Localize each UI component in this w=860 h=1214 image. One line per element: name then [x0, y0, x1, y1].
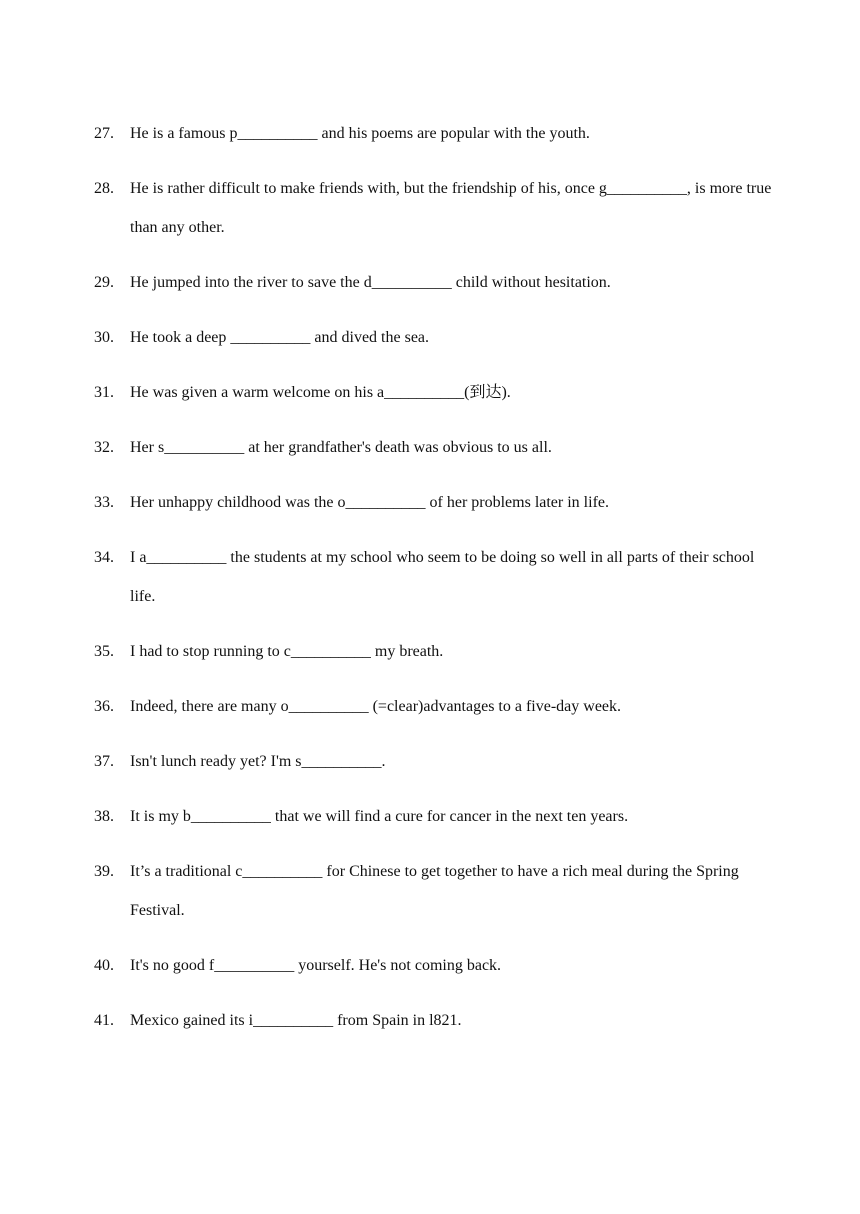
question-list: [94, 114, 774, 1056]
question-number: 40.: [94, 957, 114, 974]
question-number: 38.: [94, 808, 114, 825]
question-item: [94, 483, 774, 522]
question-text: Indeed, there are many o__________ (=clear)advantages to a five-day week.: [130, 698, 622, 715]
question-item: [94, 114, 774, 153]
question-text: He was given a warm welcome on his a__________(到达).: [130, 384, 511, 401]
question-number: 27.: [94, 125, 114, 142]
question-item: [94, 1001, 774, 1040]
question-item: [94, 946, 774, 985]
question-number: 31.: [94, 384, 114, 401]
question-text: It is my b__________ that we will find a cure for cancer in the next ten years.: [130, 808, 629, 825]
question-number: 29.: [94, 274, 114, 291]
question-item: [94, 797, 774, 836]
question-number: 36.: [94, 698, 114, 715]
question-item: [94, 538, 774, 616]
question-text: I had to stop running to c__________ my breath.: [130, 643, 444, 660]
question-item: [94, 263, 774, 302]
question-item: [94, 373, 774, 412]
question-number: 28.: [94, 180, 114, 197]
question-text: Mexico gained its i__________ from Spain in l821.: [130, 1012, 462, 1029]
question-text: Her s__________ at her grandfather's death was obvious to us all.: [130, 439, 552, 456]
question-item: [94, 169, 774, 247]
question-number: 32.: [94, 439, 114, 456]
question-text: Isn't lunch ready yet? I'm s__________.: [130, 753, 386, 770]
question-number: 35.: [94, 643, 114, 660]
question-item: [94, 632, 774, 671]
question-text: I a__________ the students at my school who seem to be doing so well in all parts of their school life.: [130, 549, 755, 605]
question-item: [94, 428, 774, 467]
question-number: 30.: [94, 329, 114, 346]
question-text: Her unhappy childhood was the o__________ of her problems later in life.: [130, 494, 609, 511]
question-number: 34.: [94, 549, 114, 566]
question-text: He is rather difficult to make friends with, but the friendship of his, once g__________, is more true than any other.: [130, 180, 772, 236]
question-number: 37.: [94, 753, 114, 770]
question-item: [94, 852, 774, 930]
question-text: He jumped into the river to save the d__________ child without hesitation.: [130, 274, 611, 291]
question-item: [94, 687, 774, 726]
question-number: 41.: [94, 1012, 114, 1029]
question-text: It’s a traditional c__________ for Chinese to get together to have a rich meal during the Spring Festival.: [130, 863, 739, 919]
question-number: 39.: [94, 863, 114, 880]
question-text: It's no good f__________ yourself. He's not coming back.: [130, 957, 502, 974]
question-item: [94, 742, 774, 781]
question-text: He took a deep __________ and dived the sea.: [130, 329, 430, 346]
question-text: He is a famous p__________ and his poems are popular with the youth.: [130, 125, 590, 142]
question-number: 33.: [94, 494, 114, 511]
question-item: [94, 318, 774, 357]
